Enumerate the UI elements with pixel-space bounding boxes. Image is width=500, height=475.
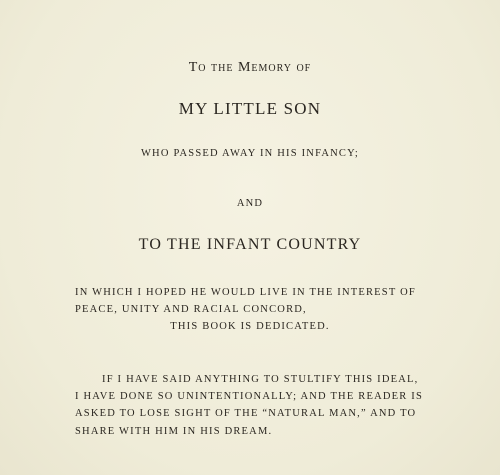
and-line: AND [236,198,264,209]
son-heading: MY LITTLE SON [178,99,322,118]
infant-country-heading: TO THE INFANT COUNTRY [138,236,362,253]
paragraph2-line: ASKED TO LOSE SIGHT OF THE “NATURAL MAN,” AND TO [75,408,417,419]
paragraph1-line: THIS BOOK IS DEDICATED. [170,321,330,332]
memory-line: To the Memory of [188,60,312,75]
paragraph2-line: I HAVE DONE SO UNINTENTIONALLY; AND THE READER IS [75,391,424,402]
passed-away-line: WHO PASSED AWAY IN HIS INFANCY; [140,148,360,159]
paragraph1-line: IN WHICH I HOPED HE WOULD LIVE IN THE INTEREST OF [75,287,416,298]
paragraph2-line: SHARE WITH HIM IN HIS DREAM. [75,426,273,437]
paragraph1-line: PEACE, UNITY AND RACIAL CONCORD, [75,304,307,315]
paragraph2-line: IF I HAVE SAID ANYTHING TO STULTIFY THIS IDEAL, [102,374,419,385]
